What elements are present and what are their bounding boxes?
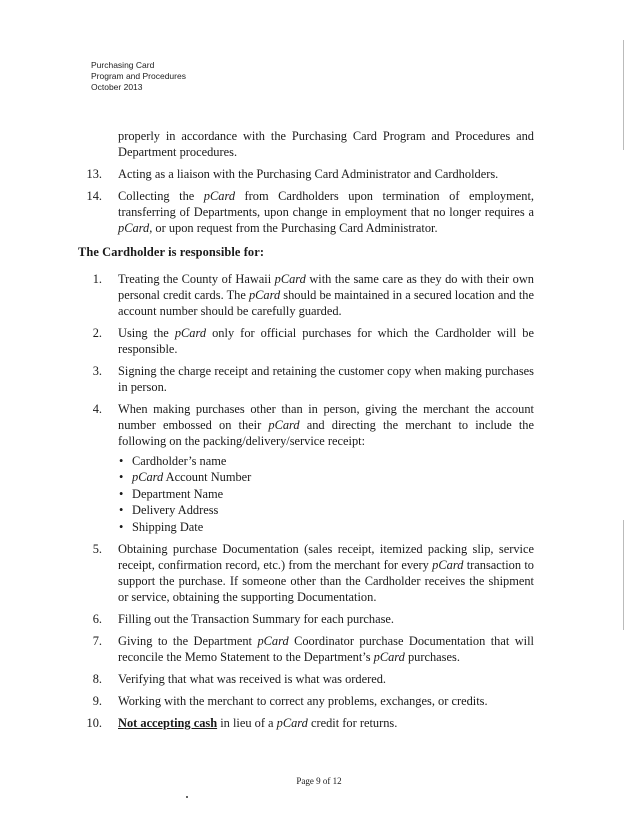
item-text: Signing the charge receipt and retaining the customer copy when making purchases in person.: [118, 364, 534, 394]
item-text-em: pCard: [432, 558, 464, 573]
list-item: [78, 715, 534, 731]
header-subtitle: Program and Procedures: [91, 71, 186, 81]
item-text-em: pCard: [373, 650, 405, 665]
item-number: 7.: [92, 634, 102, 649]
bullet-text: Delivery Address: [132, 503, 219, 518]
item-text: Collecting the: [118, 189, 204, 203]
item-number: 14.: [86, 189, 102, 203]
item-text: Coordinator purchase Documentation that will reconcile the Memo Statement to the Department’s: [118, 634, 534, 665]
item-text: only for official purchases for which the Cardholder will be responsible.: [118, 326, 535, 356]
item-number: 13.: [86, 167, 102, 181]
list-item: [78, 325, 534, 357]
item-number: 4.: [92, 402, 102, 416]
item-number: 1.: [92, 272, 102, 286]
item-text-bold: Not accepting cash: [118, 716, 218, 731]
item-number: 10.: [86, 716, 102, 731]
bullet-item: [118, 469, 534, 485]
item-text: Obtaining purchase Documentation (sales receipt, itemized packing slip, service receipt, confirmation record, etc.) from the merchant for every: [118, 542, 534, 573]
list-item: [78, 611, 534, 627]
item-number: 9.: [92, 694, 102, 709]
bullet-text-em: pCard: [132, 470, 164, 485]
list-item: [78, 271, 534, 319]
item-text-em: pCard: [118, 221, 150, 235]
item-text: and directing the merchant to include the following on the packing/delivery/service receipt:: [118, 418, 534, 448]
item-text: Giving to the Department: [118, 634, 258, 649]
bullet-item: [118, 453, 534, 469]
document-body: [78, 128, 534, 737]
bullet-item: [118, 502, 534, 518]
list-item: [78, 541, 534, 605]
item-number: 2.: [92, 326, 102, 340]
page-number: Page 9 of 12: [296, 776, 342, 786]
list-item: [78, 363, 534, 395]
item-text: should be maintained in a secured location and the account number should be carefully guarded.: [118, 288, 534, 318]
item-text: transaction to support the purchase. If someone other than the Cardholder receives the shipment or service, obtaining the supporting Documentation.: [118, 558, 534, 605]
list-item: [78, 693, 534, 709]
item-text: in lieu of a: [217, 716, 277, 731]
item-number: 8.: [92, 672, 102, 687]
item-text: , or upon request from the Purchasing Card Administrator.: [149, 221, 438, 235]
bullet-item: [118, 486, 534, 502]
list-item: [78, 401, 534, 535]
list-item: [78, 633, 534, 665]
item-number: 5.: [92, 542, 102, 557]
item-number: 6.: [92, 612, 102, 627]
item-text-em: pCard: [268, 418, 300, 432]
section-heading: The Cardholder is responsible for:: [78, 245, 265, 259]
item-text-em: pCard: [276, 716, 308, 731]
item-text-em: pCard: [248, 288, 281, 302]
bullet-text: Account Number: [163, 470, 252, 485]
item-text: Acting as a liaison with the Purchasing Card Administrator and Cardholders.: [118, 167, 499, 181]
item-text: Using the: [118, 326, 175, 340]
item-text: When making purchases other than in person, giving the merchant the account number embossed on their: [118, 402, 534, 432]
item-text: Filling out the Transaction Summary for each purchase.: [118, 612, 394, 627]
item-text: with the same care as they do with their own personal credit cards. The: [118, 272, 534, 302]
scan-speck: [186, 796, 188, 798]
item-text: purchases.: [404, 650, 460, 665]
item-text-em: pCard: [274, 272, 306, 286]
bullet-item: [118, 519, 534, 535]
item-text: Verifying that what was received is what was ordered.: [118, 672, 387, 687]
item-text-em: pCard: [174, 326, 207, 340]
bullet-text: Shipping Date: [132, 519, 204, 534]
list-item: [78, 188, 534, 236]
item-text: Working with the merchant to correct any problems, exchanges, or credits.: [118, 694, 488, 709]
item-text: from Cardholders upon termination of employment, transferring of Departments, upon change in employment that no longer requires a: [118, 189, 535, 219]
header-date: October 2013: [91, 82, 143, 92]
scan-edge-mark: [623, 40, 624, 150]
continued-paragraph: properly in accordance with the Purchasing Card Program and Procedures and Department procedures.: [118, 129, 534, 159]
bullet-list: [118, 453, 534, 535]
list-item: [78, 671, 534, 687]
bullet-text: Cardholder’s name: [132, 454, 227, 468]
item-text: credit for returns.: [307, 716, 398, 731]
scan-edge-mark: [623, 520, 624, 630]
header-title: Purchasing Card: [91, 60, 155, 70]
item-text: Treating the County of Hawaii: [118, 272, 275, 286]
item-text-em: pCard: [257, 634, 289, 649]
item-number: 3.: [92, 364, 102, 378]
item-text-em: pCard: [203, 189, 236, 203]
page-header: [91, 60, 186, 93]
bullet-text: Department Name: [132, 486, 224, 501]
list-item: [78, 166, 534, 182]
